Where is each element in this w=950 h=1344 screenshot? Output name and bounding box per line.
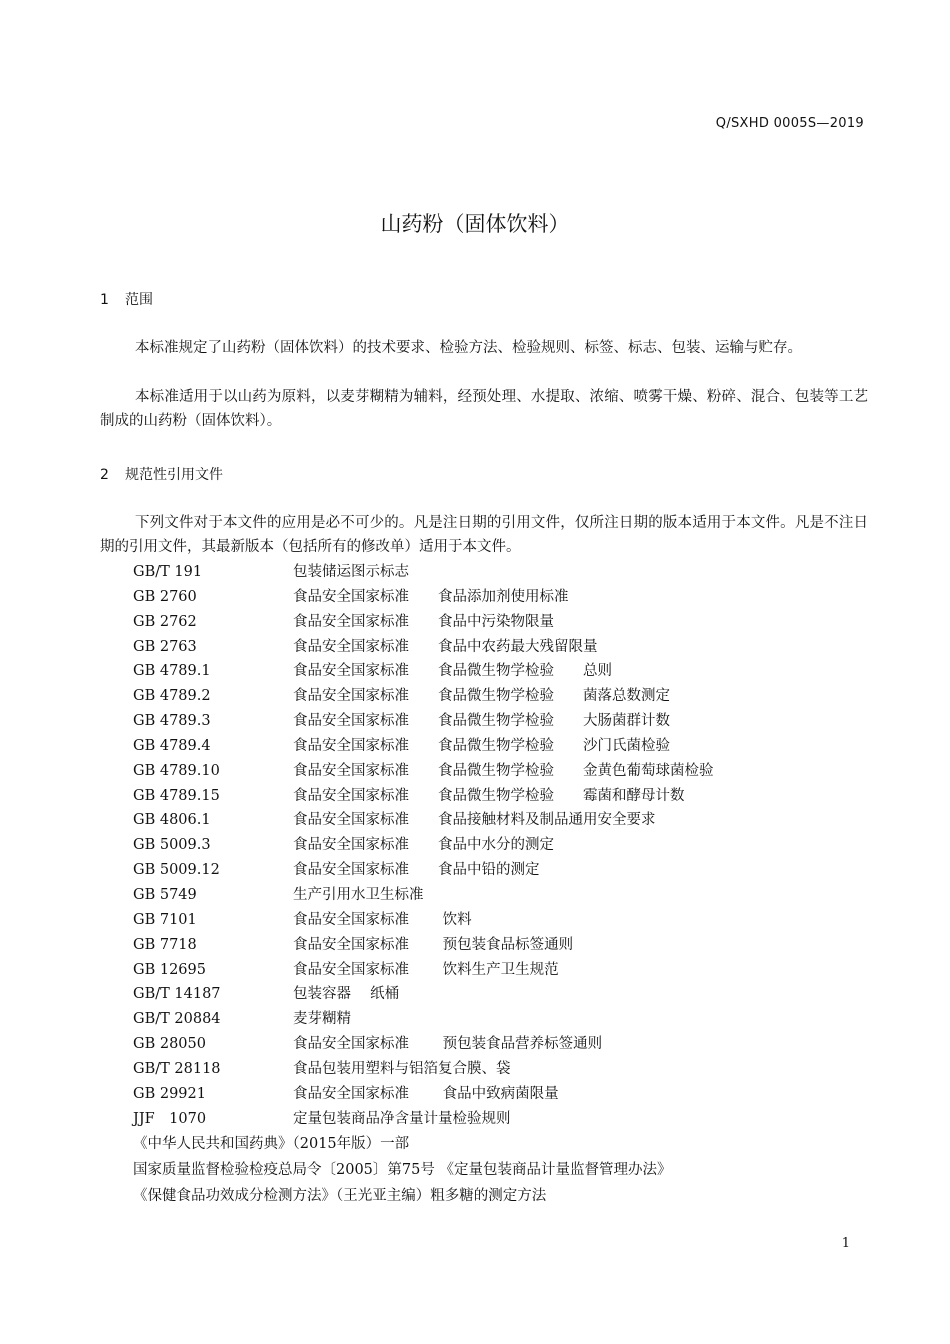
reference-code: GB 7718 (133, 936, 197, 953)
document-code: Q/SXHD 0005S—2019 (715, 116, 864, 131)
reference-code: GB 28050 (133, 1036, 206, 1053)
reference-code: GB 5009.12 (133, 862, 220, 879)
reference-title: 食品安全国家标准 食品中水分的测定 (293, 837, 554, 854)
reference-code: GB/T 28118 (133, 1060, 221, 1077)
reference-title: 食品安全国家标准 食品微生物学检验 菌落总数测定 (293, 688, 670, 705)
reference-title: 食品安全国家标准 食品微生物学检验 霉菌和酵母计数 (293, 787, 685, 804)
reference-title: 食品安全国家标准 预包装食品标签通则 (293, 936, 574, 953)
reference-title: 食品安全国家标准 食品中农药最大残留限量 (293, 638, 598, 655)
section-title: 规范性引用文件 (125, 467, 223, 483)
reference-title: 包装储运图示标志 (293, 564, 409, 580)
reference-title: 食品安全国家标准 饮料生产卫生规范 (293, 961, 559, 978)
reference-code: GB 4789.10 (133, 762, 220, 779)
reference-code: GB 2760 (133, 588, 197, 605)
section-1-heading (100, 289, 153, 309)
reference-title: 包装容器 纸桶 (293, 986, 400, 1003)
reference-code: GB 5749 (133, 886, 197, 903)
reference-title: 食品安全国家标准 食品接触材料及制品通用安全要求 (293, 812, 656, 829)
reference-title: 生产引用水卫生标准 (293, 886, 424, 903)
reference-code: GB 12695 (133, 961, 206, 978)
section-title: 范围 (125, 292, 153, 308)
reference-code: GB 4806.1 (133, 812, 211, 829)
reference-title: 食品包装用塑料与铝箔复合膜、袋 (293, 1060, 511, 1077)
reference-title: 食品安全国家标准 食品中铅的测定 (293, 862, 540, 879)
reference-code: GB/T 14187 (133, 986, 221, 1003)
reference-code: GB 29921 (133, 1085, 206, 1102)
reference-title: 食品安全国家标准 预包装食品营养标签通则 (293, 1036, 603, 1053)
reference-code: GB/T 191 (133, 564, 203, 580)
reference-code: GB 4789.15 (133, 787, 220, 804)
section-number: 2 (100, 467, 109, 483)
reference-code: GB 2763 (133, 638, 197, 655)
section-2-heading (100, 464, 223, 484)
extra-reference: 国家质量监督检验检疫总局令〔2005〕第75号 《定量包装商品计量监督管理办法》 (133, 1162, 672, 1178)
section-number: 1 (100, 292, 109, 308)
reference-title: 食品安全国家标准 食品添加剂使用标准 (293, 588, 569, 605)
normative-intro-paragraph: 下列文件对于本文件的应用是必不可少的。凡是注日期的引用文件，仅所注日期的版本适用于本文件。凡是不注日期的引用文件，其最新版本（包括所有的修改单）适用于本文件。 (100, 515, 868, 555)
reference-code: GB 4789.2 (133, 688, 211, 705)
reference-title: 定量包装商品净含量计量检验规则 (293, 1110, 511, 1127)
reference-code: GB 7101 (133, 911, 197, 928)
reference-code: JJF 1070 (133, 1110, 207, 1127)
reference-title: 食品安全国家标准 食品微生物学检验 沙门氏菌检验 (293, 737, 670, 754)
scope-paragraph-1: 本标准规定了山药粉（固体饮料）的技术要求、检验方法、检验规则、标签、标志、包装、运输与贮存。 (135, 340, 802, 356)
reference-title: 食品安全国家标准 饮料 (293, 911, 472, 928)
reference-title: 食品安全国家标准 食品微生物学检验 大肠菌群计数 (293, 713, 670, 730)
extra-reference: 《保健食品功效成分检测方法》（王光亚主编）粗多糖的测定方法 (133, 1188, 547, 1204)
reference-title: 食品安全国家标准 食品中污染物限量 (293, 613, 554, 630)
page-number: 1 (841, 1236, 850, 1251)
reference-code: GB 2762 (133, 613, 197, 630)
reference-code: GB 4789.3 (133, 713, 211, 730)
extra-reference: 《中华人民共和国药典》（2015年版）一部 (133, 1136, 410, 1152)
reference-code: GB 4789.1 (133, 663, 211, 680)
reference-title: 食品安全国家标准 食品微生物学检验 金黄色葡萄球菌检验 (293, 762, 714, 779)
reference-code: GB/T 20884 (133, 1011, 221, 1028)
reference-code: GB 4789.4 (133, 737, 211, 754)
reference-title: 食品安全国家标准 食品中致病菌限量 (293, 1085, 559, 1102)
scope-paragraph-2: 本标准适用于以山药为原料，以麦芽糊精为辅料，经预处理、水提取、浓缩、喷雾干燥、粉碎、混合、包装等工艺制成的山药粉（固体饮料）。 (100, 389, 868, 429)
reference-code: GB 5009.3 (133, 837, 211, 854)
page-title: 山药粉（固体饮料） (380, 212, 570, 236)
reference-title: 麦芽糊精 (293, 1011, 351, 1028)
reference-title: 食品安全国家标准 食品微生物学检验 总则 (293, 663, 612, 680)
